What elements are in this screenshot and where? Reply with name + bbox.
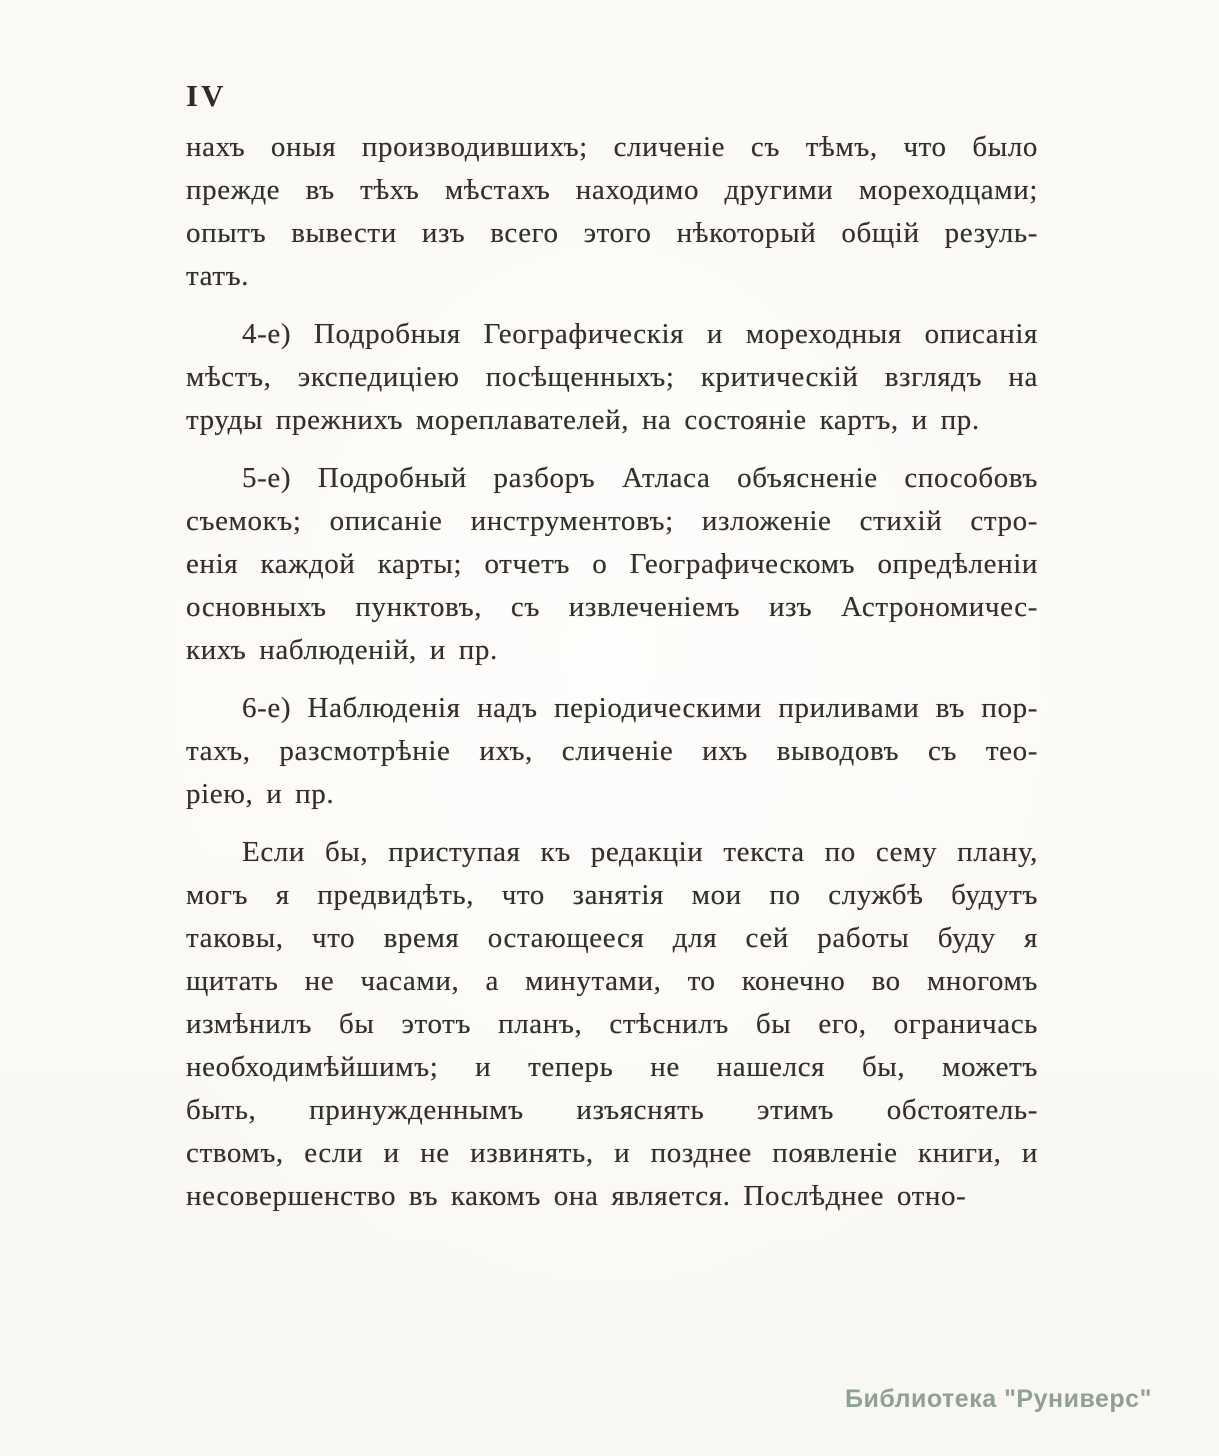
text-line: ріею, и пр. (186, 778, 335, 810)
text-line: мѣстъ, экспедиціею посѣщенныхъ; критическій взглядъ на (186, 361, 1038, 393)
text-line: татъ. (186, 260, 250, 292)
text-line: быть, принужденнымъ изъяснять этимъ обстоятель- (186, 1094, 1038, 1126)
text-line: съемокъ; описаніе инструментовъ; изложеніе стихій стро- (186, 505, 1038, 537)
text-line: таковы, что время остающееся для сей работы буду я (186, 922, 1038, 954)
text-line: несовершенство въ какомъ она является. Послѣднее отно- (186, 1180, 967, 1212)
text-line: щитать не часами, а минутами, то конечно во многомъ (186, 965, 1038, 997)
text-line: ствомъ, если и не извинять, и позднее появленіе книги, и (186, 1137, 1038, 1169)
paragraph (186, 313, 1038, 442)
text-line: 5-е) Подробный разборъ Атласа объясненіе способовъ (242, 462, 1038, 494)
paragraph (186, 831, 1038, 1218)
text-line: 6-е) Наблюденія надъ періодическими приливами въ пор- (242, 692, 1038, 724)
watermark: Библиотека "Руниверс" (845, 1385, 1152, 1413)
paragraph (186, 687, 1038, 816)
text-line: прежде въ тѣхъ мѣстахъ находимо другими мореходцами; (186, 174, 1038, 206)
text-line: енія каждой карты; отчетъ о Географическомъ опредѣленіи (186, 548, 1038, 580)
text-line: основныхъ пунктовъ, съ извлеченіемъ изъ Астрономичес- (186, 591, 1038, 623)
text-line: измѣнилъ бы этотъ планъ, стѣснилъ бы его, ограничась (186, 1008, 1038, 1040)
text-line: 4-е) Подробныя Географическія и мореходныя описанія (242, 318, 1038, 350)
page-number: IV (186, 78, 227, 113)
text-line: опытъ вывести изъ всего этого нѣкоторый общій резуль- (186, 217, 1038, 249)
paragraph (186, 126, 1038, 298)
text-line: Если бы, приступая къ редакціи текста по сему плану, (242, 836, 1038, 868)
text-line: нахъ оныя производившихъ; сличеніе съ тѣмъ, что было (186, 131, 1038, 163)
text-line: необходимѣйшимъ; и теперь не нашелся бы, можетъ (186, 1051, 1038, 1083)
text-line: тахъ, разсмотрѣніе ихъ, сличеніе ихъ выводовъ съ тео- (186, 735, 1038, 767)
paragraph (186, 457, 1038, 672)
text-line: кихъ наблюденій, и пр. (186, 634, 498, 666)
text-line: могъ я предвидѣть, что занятія мои по службѣ будутъ (186, 879, 1038, 911)
text-line: труды прежнихъ мореплавателей, на состояніе картъ, и пр. (186, 404, 980, 436)
text-block (186, 126, 1038, 1218)
